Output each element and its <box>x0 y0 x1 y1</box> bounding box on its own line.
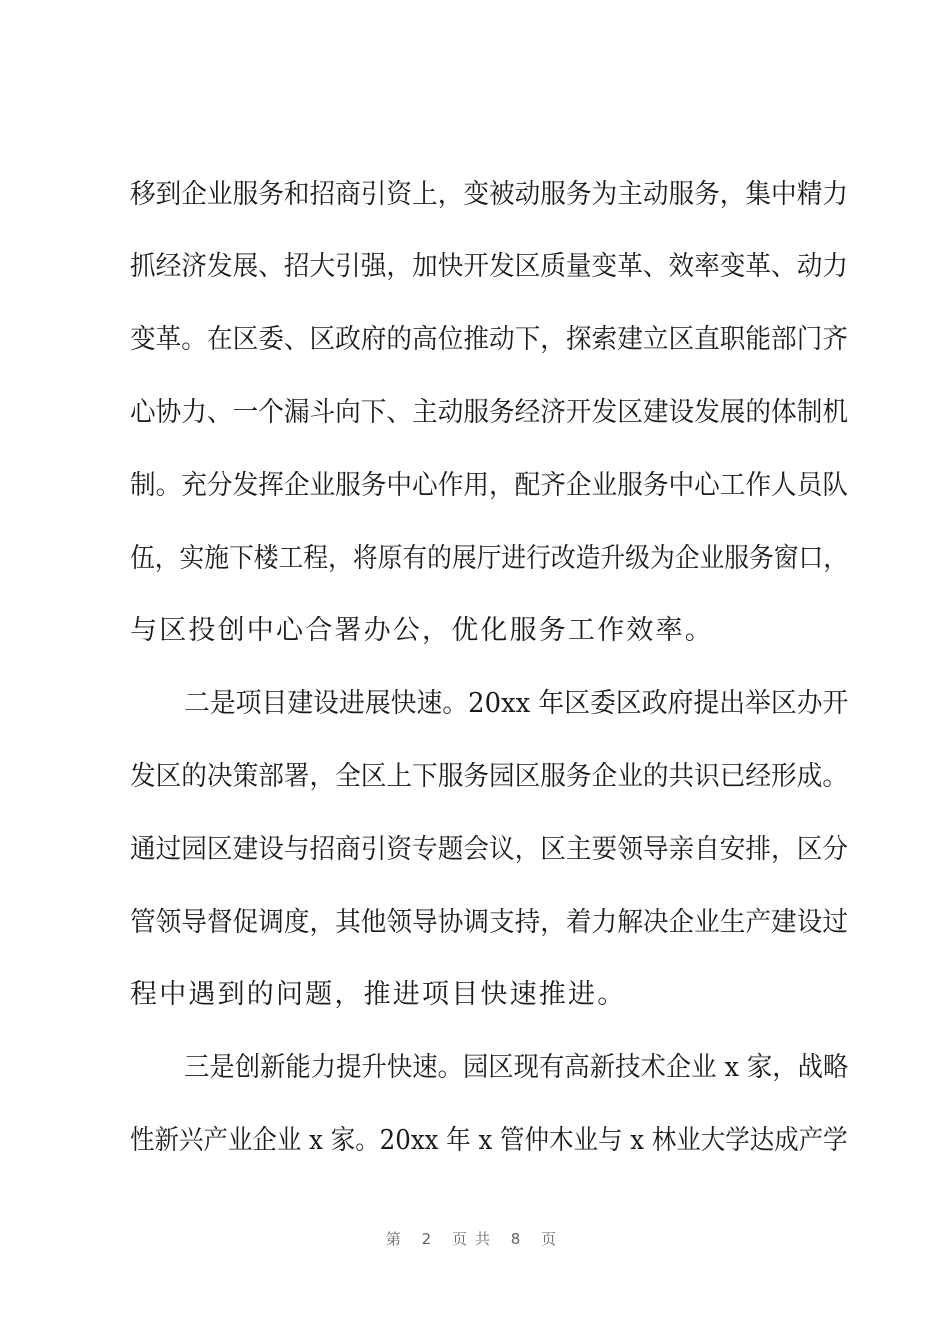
paragraph-line: 移到企业服务和招商引资上，变被动服务为主动服务，集中精力 <box>130 179 848 210</box>
paragraph-line: 通过园区建设与招商引资专题会议，区主要领导亲自安排，区分 <box>130 834 848 865</box>
paragraph-line: 心协力、一个漏斗向下、主动服务经济开发区建设发展的体制机 <box>130 397 848 428</box>
paragraph-line: 制。充分发挥企业服务中心作用，配齐企业服务中心工作人员队 <box>130 470 848 501</box>
paragraph-line: 与区投创中心合署办公，优化服务工作效率。 <box>130 615 714 646</box>
paragraph-line-indented: 三是创新能力提升快速。园区现有高新技术企业 x 家，战略 <box>184 1052 849 1083</box>
page-number-footer: 第 2 页共 8 页 <box>385 1230 565 1248</box>
paragraph-line: 管领导督促调度，其他领导协调支持，着力解决企业生产建设过 <box>130 907 848 938</box>
paragraph-line: 发区的决策部署，全区上下服务园区服务企业的共识已经形成。 <box>130 761 848 792</box>
paragraph-line: 变革。在区委、区政府的高位推动下，探索建立区直职能部门齐 <box>130 324 848 355</box>
paragraph-line: 伍，实施下楼工程，将原有的展厅进行改造升级为企业服务窗口， <box>130 543 849 574</box>
paragraph-line-indented: 二是项目建设进展快速。20xx 年区委区政府提出举区办开 <box>184 688 849 719</box>
paragraph-line: 程中遇到的问题，推进项目快速推进。 <box>130 979 627 1010</box>
paragraph-line: 抓经济发展、招大引强，加快开发区质量变革、效率变革、动力 <box>130 251 848 282</box>
paragraph-line: 性新兴产业企业 x 家。20xx 年 x 管仲木业与 x 林业大学达成产学 <box>130 1125 848 1156</box>
